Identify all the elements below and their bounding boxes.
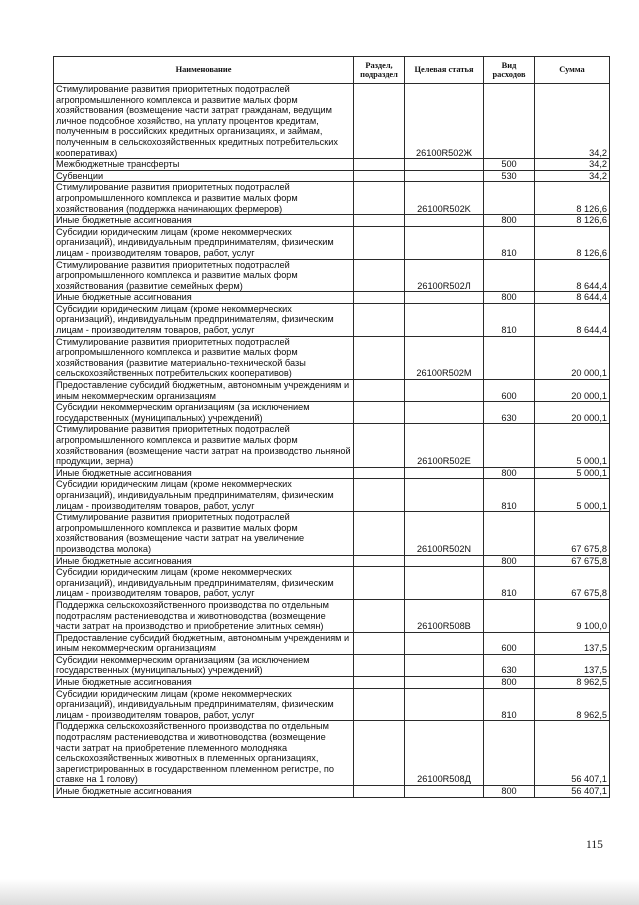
cell-sum: 8 644,4 — [535, 292, 610, 304]
page-bottom-shadow — [0, 879, 639, 905]
table-row — [54, 479, 610, 512]
cell-section — [354, 336, 405, 379]
cell-sum: 8 644,4 — [535, 303, 610, 336]
cell-name: Субсидии юридическим лицам (кроме некоммерческих организаций), индивидуальным предпринимателям, физическим лицам - производителям товаров, работ, услуг — [54, 479, 354, 512]
cell-expense-type — [484, 84, 535, 159]
cell-section — [354, 599, 405, 632]
table-row — [54, 512, 610, 555]
cell-expense-type: 600 — [484, 380, 535, 402]
cell-section — [354, 786, 405, 798]
cell-sum: 20 000,1 — [535, 336, 610, 379]
cell-section — [354, 467, 405, 479]
budget-table — [53, 56, 610, 798]
table-row — [54, 677, 610, 689]
cell-expense-type: 500 — [484, 159, 535, 171]
cell-sum: 34,2 — [535, 170, 610, 182]
cell-expense-type — [484, 259, 535, 292]
table-row — [54, 303, 610, 336]
cell-expense-type: 630 — [484, 654, 535, 676]
table-row — [54, 555, 610, 567]
cell-target-code — [405, 292, 484, 304]
cell-name: Предоставление субсидий бюджетным, автономным учреждениям и иным некоммерческим организациям — [54, 380, 354, 402]
cell-expense-type: 800 — [484, 677, 535, 689]
table-row — [54, 84, 610, 159]
cell-sum: 67 675,8 — [535, 567, 610, 600]
cell-expense-type: 800 — [484, 215, 535, 227]
table-row — [54, 632, 610, 654]
table-row — [54, 424, 610, 467]
table-row — [54, 292, 610, 304]
cell-section — [354, 259, 405, 292]
cell-expense-type — [484, 599, 535, 632]
cell-section — [354, 226, 405, 259]
cell-target-code — [405, 215, 484, 227]
cell-name: Иные бюджетные ассигнования — [54, 215, 354, 227]
table-row — [54, 599, 610, 632]
cell-name: Иные бюджетные ассигнования — [54, 467, 354, 479]
cell-sum: 137,5 — [535, 654, 610, 676]
cell-name: Иные бюджетные ассигнования — [54, 555, 354, 567]
cell-target-code: 26100R502N — [405, 512, 484, 555]
cell-sum: 8 962,5 — [535, 677, 610, 689]
cell-target-code — [405, 786, 484, 798]
cell-section — [354, 677, 405, 689]
cell-expense-type: 600 — [484, 632, 535, 654]
cell-name: Межбюджетные трансферты — [54, 159, 354, 171]
table-row — [54, 402, 610, 424]
cell-sum: 5 000,1 — [535, 424, 610, 467]
cell-name: Стимулирование развития приоритетных подотраслей агропромышленного комплекса и развитие малых форм хозяйствования (развитие материально-технической базы сельскохозяйственных потребительских кооперативов) — [54, 336, 354, 379]
cell-section — [354, 512, 405, 555]
cell-expense-type: 810 — [484, 303, 535, 336]
cell-sum: 8 644,4 — [535, 259, 610, 292]
cell-name: Субсидии юридическим лицам (кроме некоммерческих организаций), индивидуальным предпринимателям, физическим лицам - производителям товаров, работ, услуг — [54, 226, 354, 259]
cell-expense-type: 800 — [484, 555, 535, 567]
cell-section — [354, 555, 405, 567]
table-row — [54, 226, 610, 259]
cell-sum: 8 126,6 — [535, 226, 610, 259]
table-row — [54, 567, 610, 600]
cell-expense-type — [484, 424, 535, 467]
table-row — [54, 336, 610, 379]
cell-sum: 9 100,0 — [535, 599, 610, 632]
cell-section — [354, 159, 405, 171]
cell-sum: 5 000,1 — [535, 467, 610, 479]
cell-name: Субсидии некоммерческим организациям (за исключением государственных (муниципальных) учреждений) — [54, 402, 354, 424]
cell-target-code: 26100R502Ж — [405, 84, 484, 159]
cell-target-code — [405, 555, 484, 567]
cell-expense-type: 530 — [484, 170, 535, 182]
header-section: Раздел, подраздел — [354, 57, 405, 84]
cell-sum: 34,2 — [535, 84, 610, 159]
table-body — [54, 84, 610, 798]
table-row — [54, 721, 610, 786]
cell-sum: 5 000,1 — [535, 479, 610, 512]
cell-section — [354, 654, 405, 676]
cell-name: Стимулирование развития приоритетных подотраслей агропромышленного комплекса и развитие малых форм хозяйствования (развитие семейных ферм) — [54, 259, 354, 292]
header-name: Наименование — [54, 57, 354, 84]
cell-name: Стимулирование развития приоритетных подотраслей агропромышленного комплекса и развитие малых форм хозяйствования (возмещение части затрат на производство льняной продукции, зерна) — [54, 424, 354, 467]
cell-name: Поддержка сельскохозяйственного производства по отдельным подотраслям растениеводства и животноводства (возмещение части затрат на производство и приобретение элитных семян) — [54, 599, 354, 632]
table-row — [54, 688, 610, 721]
cell-target-code: 26100R502Л — [405, 259, 484, 292]
cell-sum: 56 407,1 — [535, 786, 610, 798]
cell-name: Иные бюджетные ассигнования — [54, 786, 354, 798]
cell-sum: 34,2 — [535, 159, 610, 171]
cell-section — [354, 215, 405, 227]
cell-target-code: 26100R502M — [405, 336, 484, 379]
cell-name: Субсидии юридическим лицам (кроме некоммерческих организаций), индивидуальным предпринимателям, физическим лицам - производителям товаров, работ, услуг — [54, 688, 354, 721]
cell-target-code — [405, 159, 484, 171]
table-row — [54, 159, 610, 171]
cell-section — [354, 84, 405, 159]
cell-name: Поддержка сельскохозяйственного производства по отдельным подотраслям растениеводства и животноводства (возмещение части затрат на приобретение племенного молодняка сельскохозяйственных животных в племенных организациях, зарегистрированных в государственном племенном регистре, по ставке на 1 голову) — [54, 721, 354, 786]
cell-sum: 8 126,6 — [535, 215, 610, 227]
cell-target-code — [405, 380, 484, 402]
cell-target-code — [405, 303, 484, 336]
table-row — [54, 654, 610, 676]
cell-target-code: 26100R508B — [405, 599, 484, 632]
cell-expense-type: 810 — [484, 479, 535, 512]
cell-section — [354, 688, 405, 721]
cell-sum: 8 962,5 — [535, 688, 610, 721]
cell-expense-type: 800 — [484, 786, 535, 798]
cell-name: Субсидии некоммерческим организациям (за исключением государственных (муниципальных) учреждений) — [54, 654, 354, 676]
cell-target-code — [405, 402, 484, 424]
cell-section — [354, 721, 405, 786]
cell-section — [354, 479, 405, 512]
cell-target-code — [405, 467, 484, 479]
cell-name: Субсидии юридическим лицам (кроме некоммерческих организаций), индивидуальным предпринимателям, физическим лицам - производителям товаров, работ, услуг — [54, 303, 354, 336]
cell-name: Субвенции — [54, 170, 354, 182]
cell-sum: 137,5 — [535, 632, 610, 654]
cell-section — [354, 402, 405, 424]
header-target: Целевая статья — [405, 57, 484, 84]
cell-section — [354, 182, 405, 215]
cell-target-code — [405, 479, 484, 512]
cell-target-code: 26100R502E — [405, 424, 484, 467]
cell-expense-type: 800 — [484, 467, 535, 479]
cell-name: Стимулирование развития приоритетных подотраслей агропромышленного комплекса и развитие малых форм хозяйствования (поддержка начинающих фермеров) — [54, 182, 354, 215]
cell-expense-type: 800 — [484, 292, 535, 304]
cell-section — [354, 424, 405, 467]
cell-section — [354, 380, 405, 402]
table-row — [54, 170, 610, 182]
cell-sum: 67 675,8 — [535, 512, 610, 555]
cell-sum: 8 126,6 — [535, 182, 610, 215]
cell-section — [354, 292, 405, 304]
cell-name: Стимулирование развития приоритетных подотраслей агропромышленного комплекса и развитие малых форм хозяйствования (возмещение части затрат гражданам, ведущим личное подсобное хозяйство, на уплату процентов кредитам, полученным в российских кредитных организациях, и займам, полученным в сельскохозяйственных кредитных потребительских кооперативах) — [54, 84, 354, 159]
cell-section — [354, 567, 405, 600]
cell-target-code — [405, 677, 484, 689]
cell-name: Иные бюджетные ассигнования — [54, 677, 354, 689]
cell-name: Иные бюджетные ассигнования — [54, 292, 354, 304]
cell-name: Субсидии юридическим лицам (кроме некоммерческих организаций), индивидуальным предпринимателям, физическим лицам - производителям товаров, работ, услуг — [54, 567, 354, 600]
table-row — [54, 182, 610, 215]
cell-name: Стимулирование развития приоритетных подотраслей агропромышленного комплекса и развитие малых форм хозяйствования (возмещение части затрат на увеличение производства молока) — [54, 512, 354, 555]
cell-section — [354, 170, 405, 182]
table-header-row — [54, 57, 610, 84]
cell-section — [354, 632, 405, 654]
cell-expense-type — [484, 182, 535, 215]
cell-target-code: 26100R502K — [405, 182, 484, 215]
header-sum: Сумма — [535, 57, 610, 84]
cell-expense-type: 810 — [484, 226, 535, 259]
table-row — [54, 215, 610, 227]
cell-section — [354, 303, 405, 336]
cell-target-code: 26100R508Д — [405, 721, 484, 786]
table-row — [54, 380, 610, 402]
cell-target-code — [405, 632, 484, 654]
cell-expense-type: 630 — [484, 402, 535, 424]
cell-name: Предоставление субсидий бюджетным, автономным учреждениям и иным некоммерческим организациям — [54, 632, 354, 654]
cell-expense-type — [484, 512, 535, 555]
page-number: 115 — [586, 839, 603, 851]
table-row — [54, 786, 610, 798]
cell-target-code — [405, 654, 484, 676]
cell-expense-type — [484, 721, 535, 786]
cell-sum: 56 407,1 — [535, 721, 610, 786]
header-type: Вид расходов — [484, 57, 535, 84]
cell-expense-type: 810 — [484, 688, 535, 721]
cell-expense-type: 810 — [484, 567, 535, 600]
table-row — [54, 467, 610, 479]
cell-target-code — [405, 688, 484, 721]
table-row — [54, 259, 610, 292]
cell-target-code — [405, 567, 484, 600]
cell-target-code — [405, 226, 484, 259]
cell-sum: 20 000,1 — [535, 380, 610, 402]
cell-sum: 67 675,8 — [535, 555, 610, 567]
cell-expense-type — [484, 336, 535, 379]
cell-target-code — [405, 170, 484, 182]
cell-sum: 20 000,1 — [535, 402, 610, 424]
